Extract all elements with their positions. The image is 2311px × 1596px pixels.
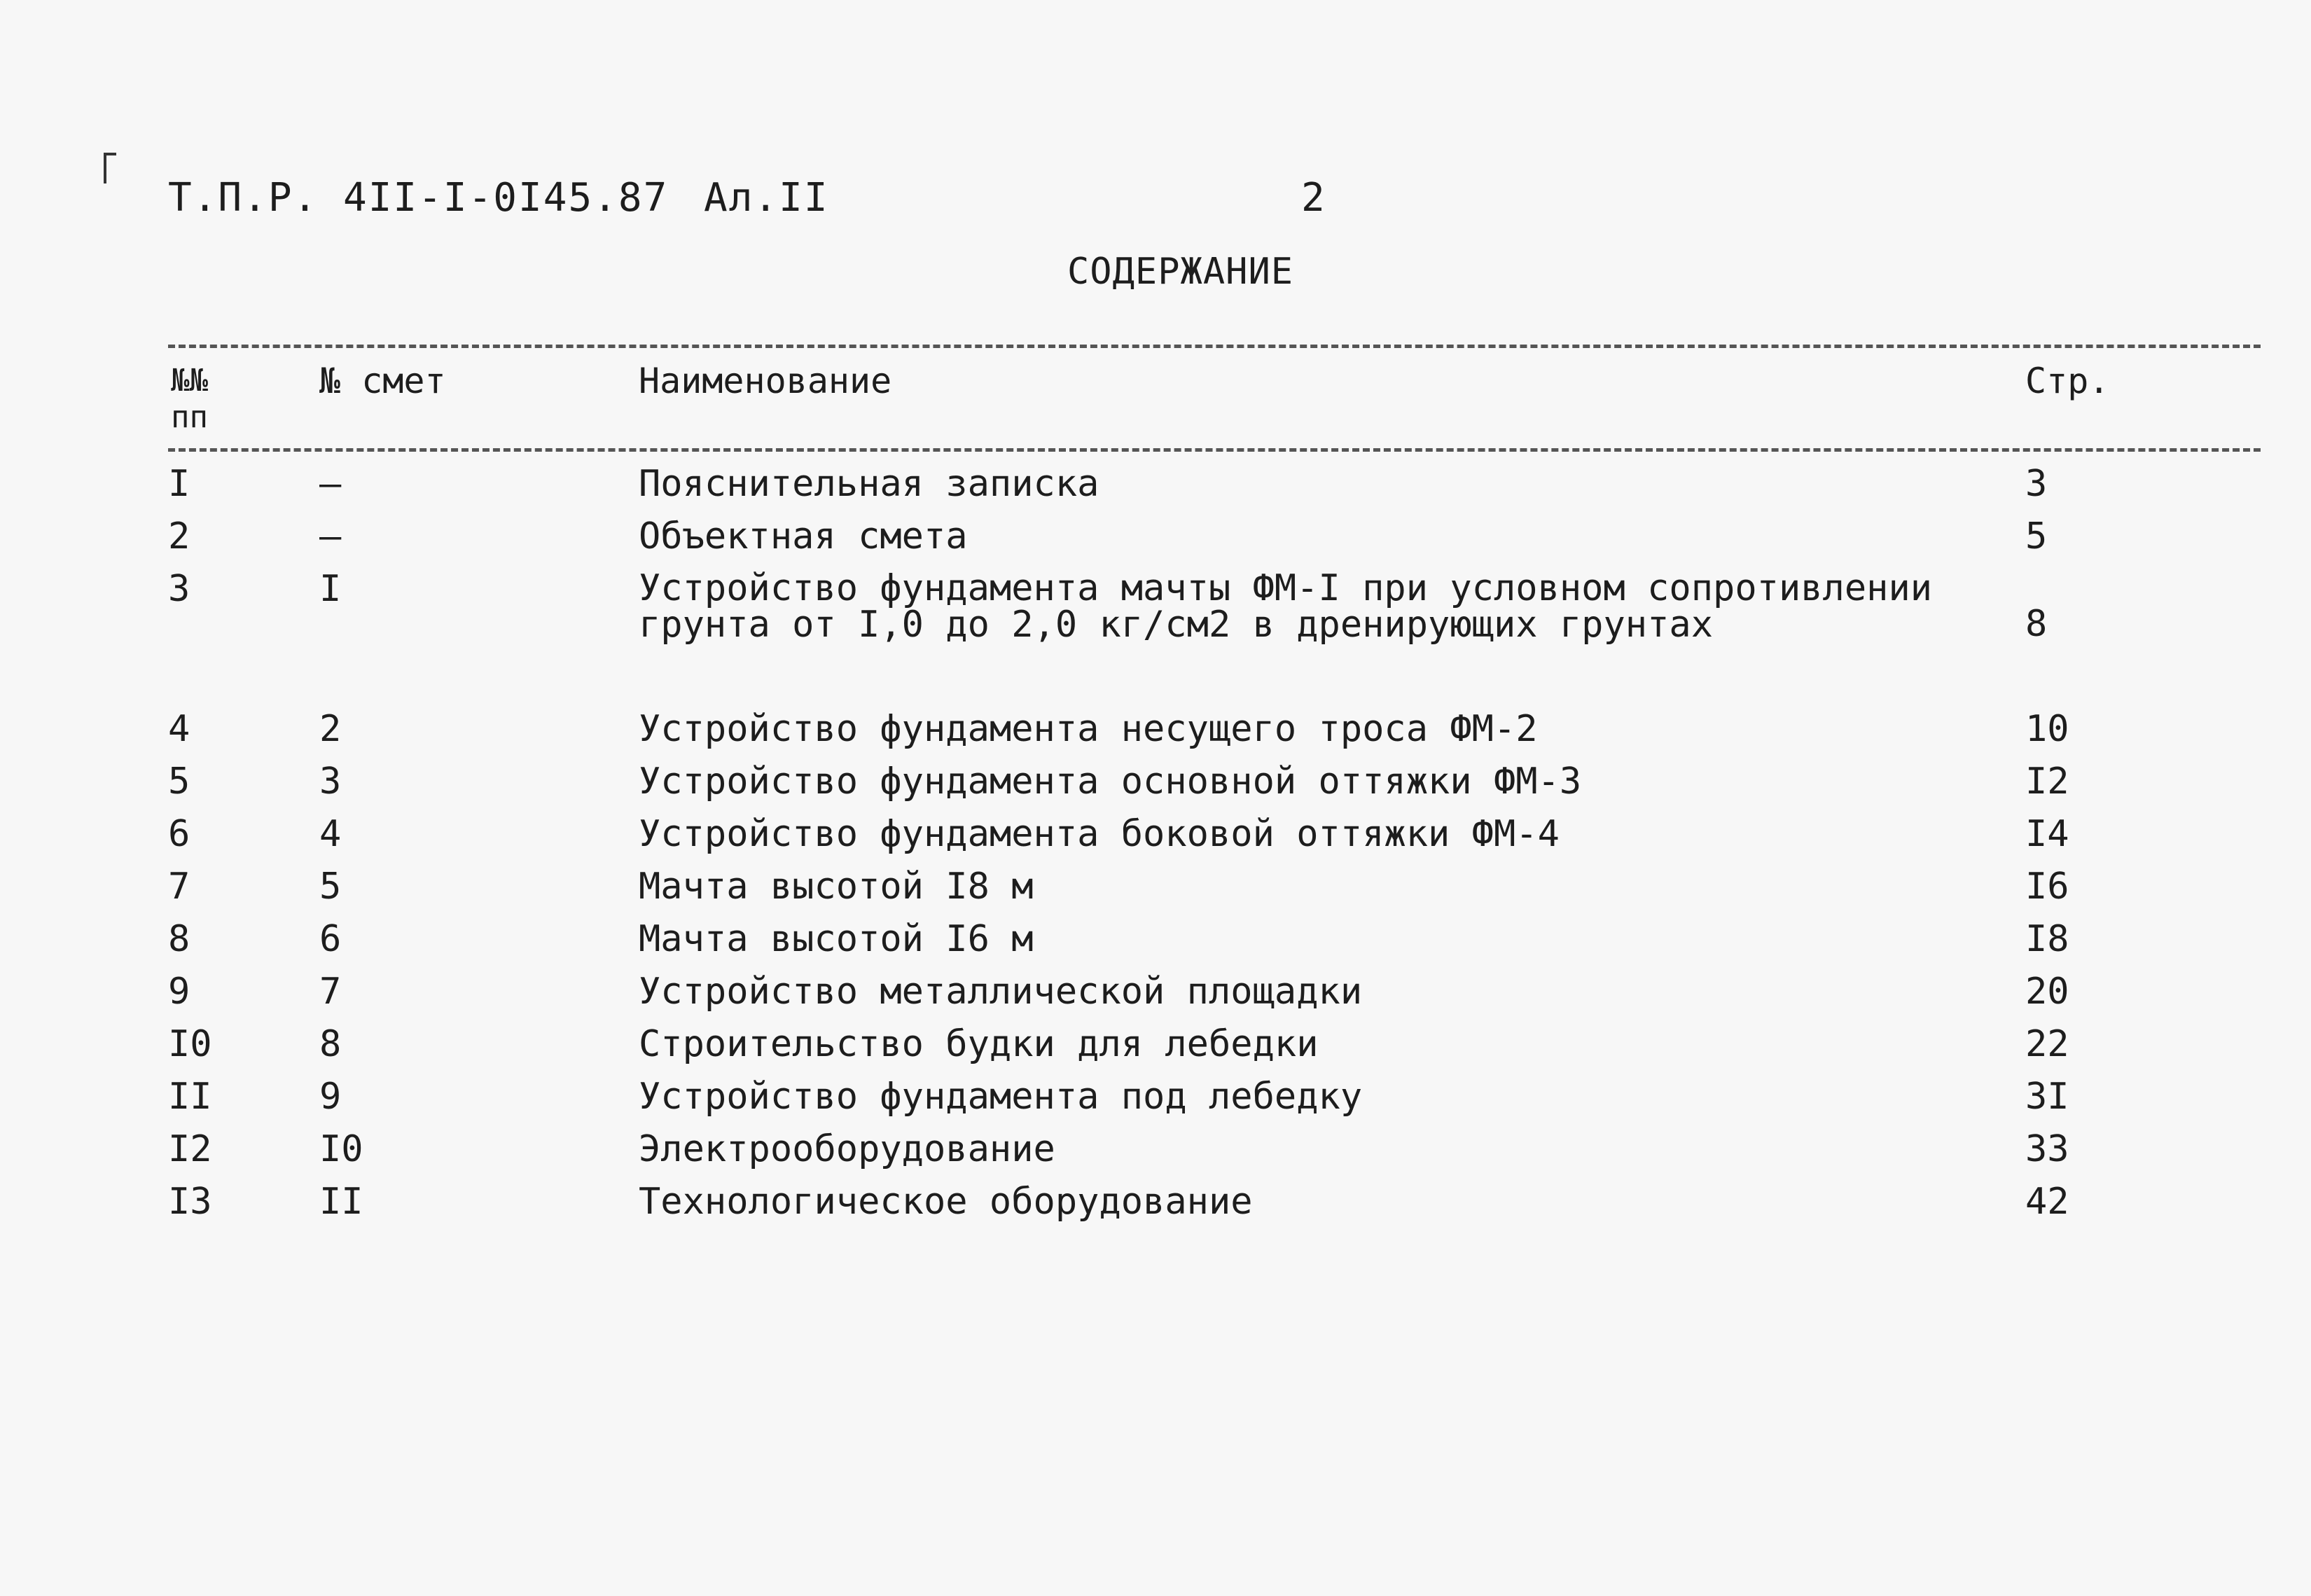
- table-row: [168, 1123, 2261, 1176]
- row-number: 9: [168, 971, 190, 1013]
- row-estimate-number: 5: [319, 866, 342, 908]
- row-name-line: Устройство фундамента несущего троса ФМ-2: [639, 708, 1538, 750]
- row-name: [639, 1018, 2025, 1071]
- row-estimate-number: –: [319, 463, 342, 505]
- row-estimate-number: II: [319, 1181, 363, 1223]
- row-name-line: Строительство будки для лебедки: [639, 1023, 1319, 1065]
- row-number: 4: [168, 708, 190, 750]
- row-number: II: [168, 1076, 212, 1118]
- row-estimate-number: 9: [319, 1076, 342, 1118]
- table-row: [168, 1018, 2261, 1071]
- row-page: 22: [2025, 1023, 2069, 1065]
- row-name: [639, 861, 2025, 913]
- table-header-rule: [168, 448, 2261, 452]
- table-row: [168, 808, 2261, 861]
- column-header-number: №№: [171, 363, 208, 398]
- row-name-line: Устройство фундамента под лебедку: [639, 1076, 1363, 1118]
- table-row: [168, 563, 2261, 703]
- document-title: СОДЕРЖАНИЕ: [1067, 251, 1294, 293]
- table-row: [168, 703, 2261, 756]
- row-name: [639, 808, 2025, 861]
- row-name-line: Технологическое оборудование: [639, 1181, 1253, 1223]
- row-name-line: Мачта высотой I6 м: [639, 918, 1034, 960]
- row-name-line: Электрооборудование: [639, 1128, 1055, 1170]
- row-name: [639, 1071, 2025, 1123]
- column-header-estimate: № смет: [319, 361, 446, 401]
- row-name-line: Устройство фундамента мачты ФМ-I при условном сопротивлении: [639, 567, 1933, 609]
- row-name-line: Пояснительная записка: [639, 463, 1099, 505]
- row-name: [639, 1176, 2025, 1228]
- row-estimate-number: 3: [319, 761, 342, 803]
- page-number: 2: [1301, 175, 1326, 221]
- row-name: [639, 756, 2025, 808]
- table-row: [168, 913, 2261, 966]
- row-page: I2: [2025, 761, 2069, 803]
- table-row: [168, 966, 2261, 1018]
- row-name: [639, 966, 2025, 1018]
- row-name: [639, 1123, 2025, 1176]
- row-name-line: Объектная смета: [639, 515, 968, 557]
- row-number: 5: [168, 761, 190, 803]
- row-page: I4: [2025, 813, 2069, 855]
- sheet-label: Ал.II: [704, 175, 829, 221]
- row-page: I8: [2025, 918, 2069, 960]
- row-name-line: Устройство фундамента основной оттяжки ФМ-3: [639, 761, 1582, 803]
- table-row: [168, 1176, 2261, 1228]
- row-page: 33: [2025, 1128, 2069, 1170]
- table-row: [168, 511, 2261, 563]
- row-page: 20: [2025, 971, 2069, 1013]
- row-estimate-number: –: [319, 515, 342, 557]
- contents-table: [168, 458, 2261, 1228]
- row-number: I2: [168, 1128, 212, 1170]
- row-name-line: Устройство фундамента боковой оттяжки ФМ-4: [639, 813, 1560, 855]
- row-page: 42: [2025, 1181, 2069, 1223]
- column-header-number-line2: пп: [171, 399, 208, 435]
- row-estimate-number: 4: [319, 813, 342, 855]
- table-row: [168, 861, 2261, 913]
- row-number: 2: [168, 515, 190, 557]
- row-estimate-number: 7: [319, 971, 342, 1013]
- row-page: 3: [2025, 463, 2048, 505]
- column-header-page: Стр.: [2025, 361, 2110, 401]
- column-header-name: Наименование: [639, 361, 892, 401]
- row-name: [639, 913, 2025, 966]
- row-name: [639, 458, 2025, 511]
- corner-mark: [104, 153, 116, 183]
- row-estimate-number: 8: [319, 1023, 342, 1065]
- row-page: I6: [2025, 866, 2069, 908]
- row-page: 5: [2025, 515, 2048, 557]
- table-row: [168, 458, 2261, 511]
- row-estimate-number: I: [319, 568, 342, 610]
- table-top-rule: [168, 345, 2261, 348]
- table-row: [168, 756, 2261, 808]
- row-name: [639, 563, 2025, 703]
- table-row: [168, 1071, 2261, 1123]
- row-number: I3: [168, 1181, 212, 1223]
- row-number: 8: [168, 918, 190, 960]
- row-name: [639, 511, 2025, 563]
- row-page: 10: [2025, 708, 2069, 750]
- row-number: I: [168, 463, 190, 505]
- row-estimate-number: 2: [319, 708, 342, 750]
- row-name-line: грунта от I,0 до 2,0 кг/см2 в дренирующих грунтах: [639, 604, 1714, 646]
- row-estimate-number: 6: [319, 918, 342, 960]
- row-page: 8: [2025, 603, 2048, 645]
- document-code: Т.П.Р. 4II-I-0I45.87: [168, 175, 669, 221]
- row-number: 7: [168, 866, 190, 908]
- row-number: I0: [168, 1023, 212, 1065]
- row-name-line: Мачта высотой I8 м: [639, 866, 1034, 908]
- row-page: 3I: [2025, 1076, 2069, 1118]
- row-number: 3: [168, 568, 190, 610]
- row-estimate-number: I0: [319, 1128, 363, 1170]
- row-name: [639, 703, 2025, 756]
- row-number: 6: [168, 813, 190, 855]
- row-name-line: Устройство металлической площадки: [639, 971, 1363, 1013]
